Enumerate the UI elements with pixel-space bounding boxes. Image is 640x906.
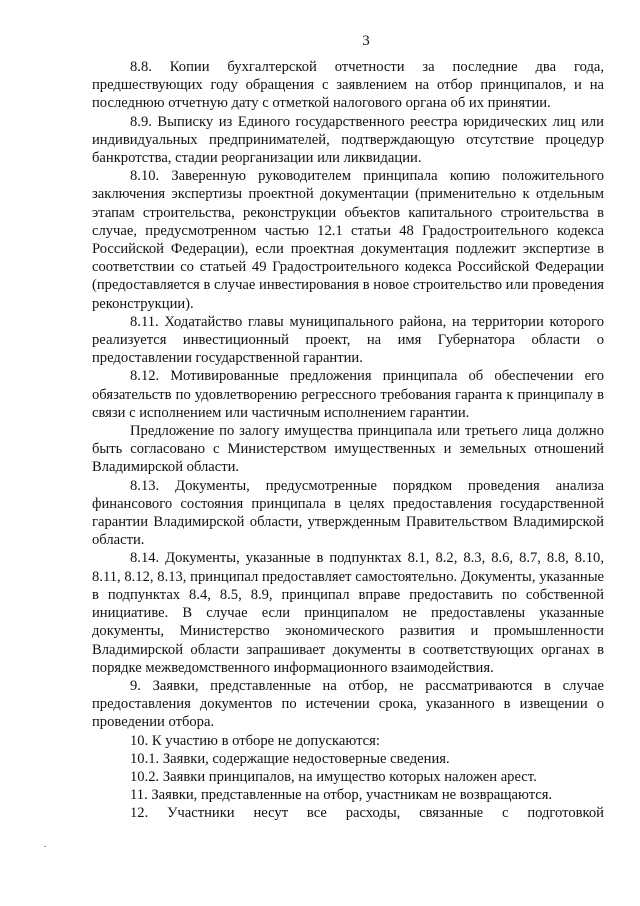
page-number: 3 [362,33,370,49]
paragraph-pledge-proposal: Предложение по залогу имущества принципала или третьего лица должно быть согласовано с Министерством имущественных и земельных отношений Владимирской области. [92,423,604,476]
paragraph-12: 12. Участники несут все расходы, связанные с подготовкой [130,805,604,822]
paragraph-8-10: 8.10. Заверенную руководителем принципала копию положительного заключения экспертизы проектной документации (применительно к отдельным этапам строительства, реконструкции объектов капитального строительства в случае, предусмотренном частью 12.1 статьи 48 Градостроительного кодекса Российской Федерации), если проектная документация подлежит экспертизе в соответствии со статьей 49 Градостроительного кодекса Российской Федерации (предоставляется в случае инвестирования в новое строительство или проведения реконструкции). [92,168,604,312]
paragraph-8-9: 8.9. Выписку из Единого государственного реестра юридических лиц или индивидуальных предпринимателей, подтверждающую отсутствие процедур банкротства, стадии реорганизации или ликвидации. [92,113,604,167]
paragraph-10-1: 10.1. Заявки, содержащие недостоверные сведения. [130,750,450,767]
paragraph-8-14: 8.14. Документы, указанные в подпунктах 8.1, 8.2, 8.3, 8.6, 8.7, 8.8, 8.10, 8.11, 8.12, 8.13, принципал предоставляет самостоятельно. Документы, указанные в подпунктах 8.4, 8.5, 8.9, принципал вправе предоставить по собственной инициативе. В случае если принципалом не предоставлены указанные документы, Министерство экономического развития и промышленности Владимирской области запрашивает документы в соответствующих органах в порядке межведомственного информационного взаимодействия. [92,550,604,676]
paragraph-8-8: 8.8. Копии бухгалтерской отчетности за последние два года, предшествующих году обращения с заявлением на отбор принципалов, и на последнюю отчетную дату с отметкой налогового органа об их принятии. [92,59,604,112]
paragraph-8-12: 8.12. Мотивированные предложения принципала об обеспечении его обязательств по удовлетворению регрессного требования гаранта к принципалу в связи с исполнением или частичным исполнением гарантии. [92,368,604,421]
paragraph-8-13: 8.13. Документы, предусмотренные порядком проведения анализа финансового состояния принципала в целях предоставления государственной гарантии Владимирской области, утвержденным Правительством Владимирской области. [92,477,604,549]
paragraph-10-2: 10.2. Заявки принципалов, на имущество которых наложен арест. [130,768,537,785]
paragraph-11: 11. Заявки, представленные на отбор, участникам не возвращаются. [130,787,553,804]
paragraph-9: 9. Заявки, представленные на отбор, не рассматриваются в случае предоставления документов по истечении срока, указанного в извещении о проведении отбора. [92,677,604,731]
paragraph-10: 10. К участию в отборе не допускаются: [130,732,380,749]
paragraph-8-11: 8.11. Ходатайство главы муниципального района, на территории которого реализуется инвестиционный проект, на имя Губернатора области о предоставлении государственной гарантии. [92,313,604,367]
margin-mark [44,846,46,847]
